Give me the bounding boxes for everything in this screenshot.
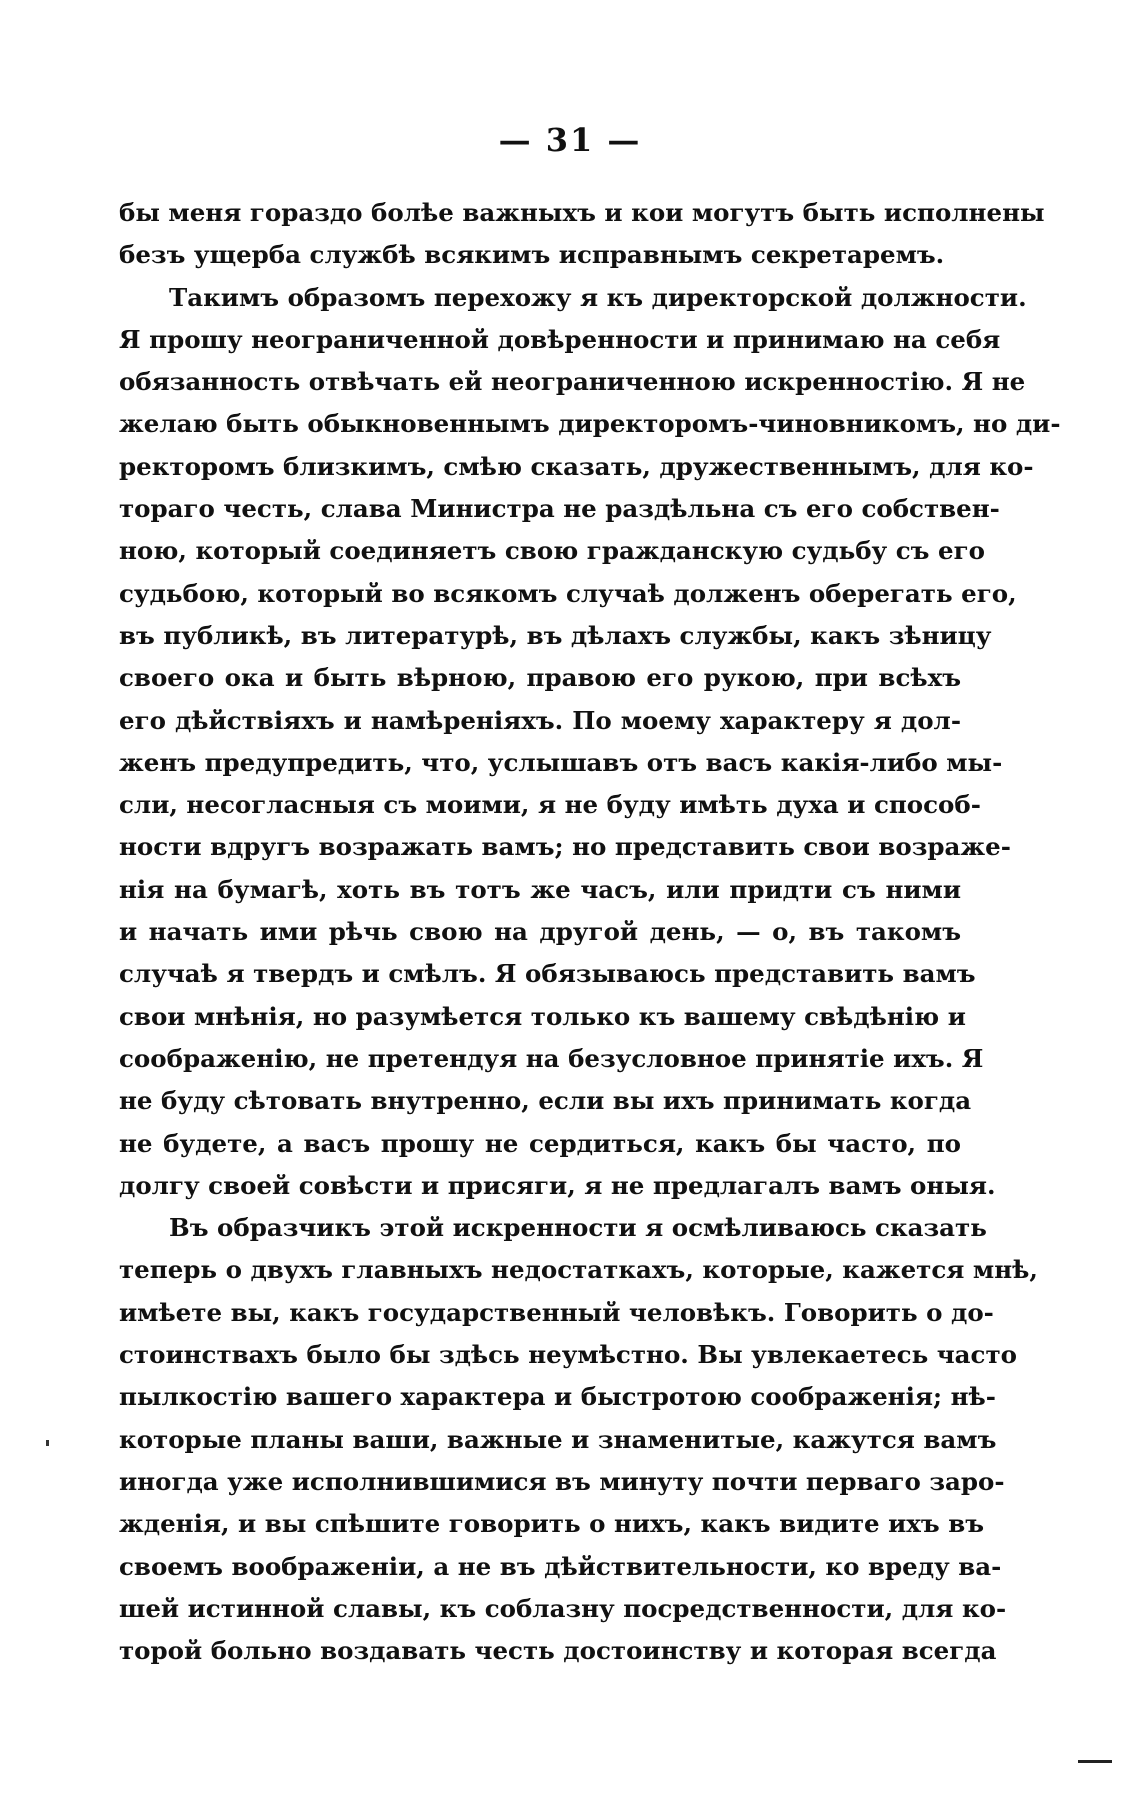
paragraph-first-line: Въ образчикъ этой искренности я осмѣливаюсь сказать [169, 1213, 987, 1243]
text-line: тораго честь, слава Министра не раздѣльна съ его собствен- [119, 494, 1000, 524]
text-line: сли, несогласныя съ моими, я не буду имѣть духа и способ- [119, 790, 981, 820]
text-line: не будете, а васъ прошу не сердиться, какъ бы часто, по [119, 1128, 961, 1158]
text-line: пылкостію вашего характера и быстротою соображенія; нѣ- [119, 1382, 996, 1412]
paragraph-first-line: Такимъ образомъ перехожу я къ директорской должности. [169, 282, 1027, 312]
text-line: шей истинной славы, къ соблазну посредственности, для ко- [119, 1593, 1007, 1623]
text-line: обязанность отвѣчать ей неограниченною искренностію. Я не [119, 367, 1026, 397]
text-line: Я прошу неограниченной довѣренности и принимаю на себя [119, 324, 1001, 354]
text-line: ности вдругъ возражать вамъ; но представить свои возраже- [119, 832, 1011, 862]
text-line: судьбою, который во всякомъ случаѣ долженъ оберегать его, [119, 578, 1017, 608]
text-line: нія на бумагѣ, хоть въ тотъ же часъ, или придти съ ними [119, 874, 961, 904]
text-line: теперь о двухъ главныхъ недостаткахъ, которые, кажется мнѣ, [119, 1255, 1038, 1285]
text-line: стоинствахъ было бы здѣсь неумѣстно. Вы увлекаетесь часто [119, 1340, 1017, 1370]
text-line: имѣете вы, какъ государственный человѣкъ. Говорить о до- [119, 1297, 994, 1327]
text-line: случаѣ я твердъ и смѣлъ. Я обязываюсь представить вамъ [119, 959, 976, 989]
text-line: которые планы ваши, важные и знаменитые, кажутся вамъ [119, 1424, 997, 1454]
text-line: въ публикѣ, въ литературѣ, въ дѣлахъ службы, какъ зѣницу [119, 620, 992, 650]
text-line: торой больно воздавать честь достоинству и которая всегда [119, 1636, 997, 1666]
text-line: женъ предупредить, что, услышавъ отъ васъ какія-либо мы- [119, 747, 1003, 777]
scan-speck [46, 1440, 49, 1446]
text-line: долгу своей совѣсти и присяги, я не предлагалъ вамъ оныя. [119, 1170, 996, 1200]
text-line: бы меня гораздо болѣе важныхъ и кои могутъ быть исполнены [119, 198, 1045, 227]
body-text [119, 192, 1061, 1672]
text-line: соображенію, не претендуя на безусловное принятіе ихъ. Я [119, 1043, 984, 1073]
page-number: — 31 — [498, 121, 642, 159]
text-line: не буду сѣтовать внутренно, если вы ихъ принимать когда [119, 1086, 972, 1116]
text-line: своего ока и быть вѣрною, правою его рукою, при всѣхъ [119, 663, 961, 693]
text-line: и начать ими рѣчь свою на другой день, — о, въ такомъ [119, 917, 961, 947]
text-line: ректоромъ близкимъ, смѣю сказать, дружественнымъ, для ко- [119, 451, 1034, 481]
text-line: желаю быть обыкновеннымъ директоромъ-чиновникомъ, но ди- [119, 409, 1061, 439]
scan-margin-mark [1078, 1760, 1112, 1763]
text-line: ною, который соединяетъ свою гражданскую судьбу съ его [119, 536, 985, 566]
text-line: иногда уже исполнившимися въ минуту почти перваго заро- [119, 1466, 1005, 1496]
text-line: жденія, и вы спѣшите говорить о нихъ, какъ видите ихъ въ [119, 1509, 985, 1539]
text-line: его дѣйствіяхъ и намѣреніяхъ. По моему характеру я дол- [119, 705, 961, 735]
text-line: свои мнѣнія, но разумѣется только къ вашему свѣдѣнію и [119, 1001, 966, 1031]
text-line: своемъ воображеніи, а не въ дѣйствительности, ко вреду ва- [119, 1551, 1002, 1581]
text-line: безъ ущерба службѣ всякимъ исправнымъ секретаремъ. [119, 240, 945, 270]
